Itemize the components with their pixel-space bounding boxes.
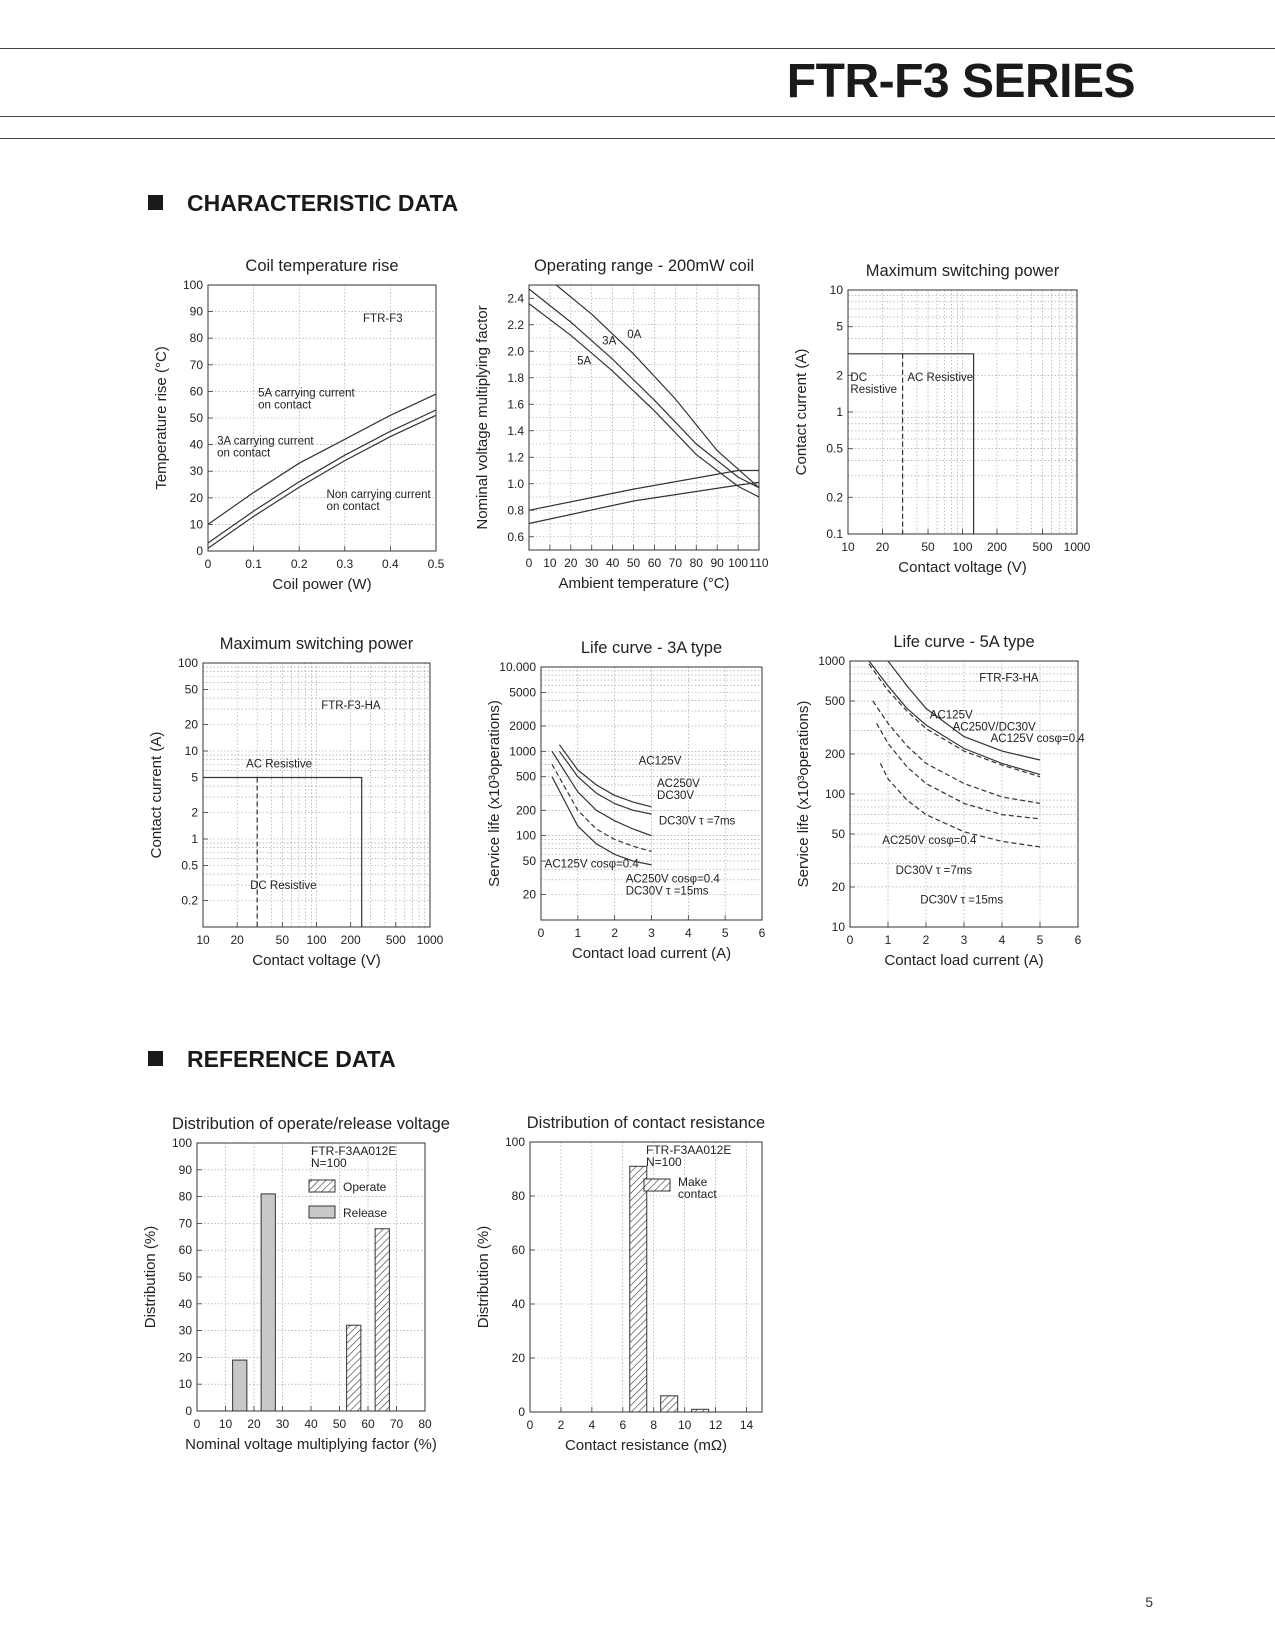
x-axis-label: Ambient temperature (°C) bbox=[558, 575, 730, 592]
x-tick-label: 50 bbox=[332, 1417, 347, 1431]
bar-make-contact bbox=[661, 1396, 678, 1412]
chart-coil-temperature-rise bbox=[138, 245, 506, 621]
y-tick-label: 100 bbox=[171, 1136, 192, 1150]
legend-title: FTR-F3AA012E bbox=[311, 1144, 397, 1158]
chart-annotation: Non carrying current bbox=[326, 488, 431, 501]
x-tick-label: 3 bbox=[960, 933, 968, 947]
chart-annotation: AC Resistive bbox=[246, 758, 312, 771]
x-tick-label: 20 bbox=[875, 540, 890, 554]
y-tick-label: 0.5 bbox=[181, 858, 198, 873]
series-line-3a-carrying-current-on-contact bbox=[208, 410, 436, 543]
section-title: REFERENCE DATA bbox=[187, 1046, 396, 1072]
chart-title: Coil temperature rise bbox=[245, 257, 399, 275]
chart-operating-range bbox=[459, 245, 829, 620]
y-tick-label: 1.0 bbox=[507, 476, 524, 491]
x-tick-label: 0 bbox=[204, 557, 212, 571]
chart-title: Maximum switching power bbox=[865, 262, 1060, 280]
y-tick-label: 500 bbox=[824, 694, 845, 709]
chart-max-switching-power-f3 bbox=[778, 250, 1147, 604]
chart-annotation: Resistive bbox=[850, 383, 898, 396]
x-tick-label: 1 bbox=[574, 926, 582, 940]
y-tick-label: 1 bbox=[191, 832, 198, 846]
chart-annotation: FTR-F3-HA bbox=[979, 672, 1039, 685]
x-tick-label: 60 bbox=[361, 1417, 375, 1431]
y-tick-label: 1 bbox=[836, 405, 843, 419]
y-tick-label: 500 bbox=[515, 769, 536, 784]
legend-swatch bbox=[309, 1206, 335, 1218]
x-tick-label: 40 bbox=[605, 556, 620, 570]
y-tick-label: 10 bbox=[178, 1377, 192, 1392]
y-tick-label: 1.2 bbox=[507, 450, 524, 465]
x-tick-label: 30 bbox=[275, 1417, 290, 1431]
y-tick-label: 50 bbox=[522, 854, 536, 869]
x-tick-label: 80 bbox=[689, 556, 703, 570]
y-tick-label: 50 bbox=[189, 411, 203, 425]
chart-annotation: AC250V cosφ=0.4 bbox=[882, 835, 977, 848]
y-tick-label: 20 bbox=[184, 717, 198, 732]
chart-annotation: on contact bbox=[258, 399, 312, 412]
legend-label: Make bbox=[678, 1175, 708, 1189]
y-tick-label: 10 bbox=[831, 920, 845, 934]
chart-annotation: DC30V bbox=[657, 789, 695, 802]
y-tick-label: 40 bbox=[178, 1296, 192, 1311]
y-tick-label: 2000 bbox=[509, 718, 536, 733]
series-title: FTR-F3 SERIES bbox=[786, 55, 1135, 108]
chart-contact-resistance-distribution bbox=[460, 1102, 832, 1482]
chart-annotation: AC Resistive bbox=[907, 371, 974, 384]
y-tick-label: 2.2 bbox=[507, 317, 524, 332]
chart-title: Maximum switching power bbox=[219, 635, 414, 653]
y-tick-label: 1.6 bbox=[507, 397, 524, 412]
bar-operate bbox=[375, 1229, 389, 1411]
chart-life-curve-3a bbox=[471, 627, 832, 990]
legend-label: contact bbox=[678, 1187, 717, 1201]
y-tick-label: 10 bbox=[184, 744, 198, 758]
x-tick-label: 20 bbox=[564, 556, 578, 570]
y-tick-label: 50 bbox=[184, 682, 198, 697]
x-axis-label: Contact voltage (V) bbox=[898, 559, 1027, 576]
chart-annotation: on contact bbox=[326, 500, 380, 513]
series-line-ac125v bbox=[559, 745, 651, 807]
y-tick-label: 10.000 bbox=[499, 660, 536, 674]
y-tick-label: 20 bbox=[189, 490, 203, 505]
chart-operate-release-distribution bbox=[127, 1103, 495, 1481]
y-tick-label: 20 bbox=[831, 879, 845, 894]
x-tick-label: 200 bbox=[986, 540, 1007, 554]
chart-annotation: AC250V bbox=[657, 777, 700, 790]
x-tick-label: 500 bbox=[1032, 540, 1053, 554]
y-tick-label: 1000 bbox=[509, 744, 536, 759]
x-tick-label: 0 bbox=[537, 926, 545, 940]
y-tick-label: 200 bbox=[824, 746, 845, 761]
x-tick-label: 1 bbox=[884, 933, 892, 947]
x-tick-label: 4 bbox=[588, 1418, 596, 1432]
y-tick-label: 20 bbox=[522, 887, 536, 902]
x-axis-label: Contact resistance (mΩ) bbox=[564, 1437, 728, 1454]
x-tick-label: 70 bbox=[389, 1417, 404, 1431]
x-tick-label: 50 bbox=[921, 540, 935, 554]
y-tick-label: 40 bbox=[511, 1297, 525, 1311]
x-tick-label: 90 bbox=[710, 556, 724, 570]
chart-annotation: AC125V cosφ=0.4 bbox=[544, 858, 639, 871]
chart-title: Life curve - 5A type bbox=[893, 633, 1035, 651]
y-tick-label: 0.6 bbox=[507, 529, 524, 544]
x-tick-label: 10 bbox=[543, 556, 557, 570]
x-tick-label: 14 bbox=[739, 1418, 754, 1432]
x-tick-label: 0 bbox=[193, 1417, 201, 1431]
y-tick-label: 5 bbox=[191, 770, 198, 785]
y-tick-label: 100 bbox=[515, 828, 536, 843]
x-axis-label: Contact load current (A) bbox=[884, 952, 1044, 969]
x-tick-label: 2 bbox=[922, 933, 930, 947]
x-tick-label: 2 bbox=[557, 1418, 565, 1432]
chart-annotation: DC30V τ =7ms bbox=[895, 865, 973, 878]
y-axis-label: Service life (x10³operations) bbox=[795, 700, 812, 888]
y-tick-label: 20 bbox=[178, 1350, 192, 1365]
section-reference-data bbox=[148, 1046, 396, 1073]
x-tick-label: 100 bbox=[952, 540, 973, 554]
y-tick-label: 1.8 bbox=[507, 370, 524, 385]
y-tick-label: 0 bbox=[185, 1404, 192, 1418]
plot-frame bbox=[529, 285, 759, 550]
chart-annotation: DC30V τ =15ms bbox=[920, 894, 1004, 907]
chart-title: Distribution of operate/release voltage bbox=[172, 1115, 450, 1133]
x-tick-label: 0.4 bbox=[382, 557, 399, 571]
chart-annotation: DC Resistive bbox=[250, 880, 317, 893]
y-tick-label: 100 bbox=[824, 787, 845, 801]
x-tick-label: 100 bbox=[306, 933, 327, 947]
x-tick-label: 10 bbox=[677, 1418, 692, 1432]
legend-label: Operate bbox=[343, 1180, 387, 1194]
chart-annotation: DC bbox=[850, 371, 868, 384]
chart-annotation: 3A carrying current bbox=[217, 435, 314, 448]
chart-annotation: AC125V bbox=[638, 755, 682, 768]
x-tick-label: 5 bbox=[721, 926, 729, 940]
y-tick-label: 90 bbox=[178, 1162, 192, 1177]
x-tick-label: 4 bbox=[998, 933, 1006, 947]
y-tick-label: 80 bbox=[511, 1189, 525, 1203]
y-tick-label: 60 bbox=[178, 1243, 192, 1258]
series-line-dc30v-7ms bbox=[552, 751, 652, 835]
chart-annotation: FTR-F3 bbox=[363, 313, 403, 326]
y-tick-label: 80 bbox=[189, 331, 203, 346]
chart-title: Life curve - 3A type bbox=[580, 639, 723, 657]
y-tick-label: 70 bbox=[189, 357, 203, 372]
y-tick-label: 5 bbox=[836, 319, 843, 334]
x-tick-label: 1000 bbox=[416, 933, 444, 947]
y-axis-label: Distribution (%) bbox=[142, 1225, 159, 1329]
y-tick-label: 60 bbox=[189, 384, 203, 399]
chart-annotation: 5A bbox=[577, 355, 592, 368]
chart-annotation: 3A bbox=[602, 335, 617, 348]
header-rule-bottom bbox=[0, 116, 1275, 117]
y-tick-label: 10 bbox=[189, 517, 203, 532]
x-tick-label: 80 bbox=[418, 1417, 432, 1431]
series-line-5a bbox=[529, 304, 759, 497]
x-tick-label: 50 bbox=[275, 933, 290, 947]
y-axis-label: Service life (x10³operations) bbox=[486, 700, 503, 887]
x-tick-label: 70 bbox=[668, 556, 683, 570]
section-characteristic-data bbox=[148, 190, 458, 217]
section-title: CHARACTERISTIC DATA bbox=[187, 190, 459, 216]
x-axis-label: Contact voltage (V) bbox=[252, 952, 381, 969]
x-tick-label: 200 bbox=[340, 933, 361, 947]
y-tick-label: 100 bbox=[177, 656, 198, 670]
x-tick-label: 6 bbox=[1074, 933, 1082, 947]
chart-annotation: AC125V bbox=[929, 709, 973, 722]
y-tick-label: 30 bbox=[189, 464, 203, 479]
y-tick-label: 1.4 bbox=[507, 423, 524, 438]
y-tick-label: 40 bbox=[189, 437, 203, 452]
y-axis-label: Temperature rise (°C) bbox=[153, 346, 170, 490]
series-line-3a bbox=[529, 289, 759, 488]
x-tick-label: 6 bbox=[758, 926, 766, 940]
y-tick-label: 0 bbox=[518, 1405, 525, 1419]
header-rule-lower bbox=[0, 138, 1275, 139]
y-axis-label: Contact current (A) bbox=[148, 731, 165, 859]
y-axis-label: Contact current (A) bbox=[793, 348, 810, 476]
chart-title: Operating range - 200mW coil bbox=[533, 257, 755, 275]
y-tick-label: 50 bbox=[831, 827, 845, 842]
x-tick-label: 4 bbox=[684, 926, 692, 940]
legend-swatch bbox=[309, 1180, 335, 1192]
series-line-ac125v-cos-0-4 bbox=[552, 764, 652, 851]
x-tick-label: 0 bbox=[846, 933, 854, 947]
y-axis-label: Nominal voltage multiplying factor bbox=[474, 305, 491, 530]
y-tick-label: 90 bbox=[189, 304, 203, 319]
legend-title: FTR-F3AA012E bbox=[646, 1143, 732, 1157]
x-tick-label: 3 bbox=[648, 926, 655, 940]
y-tick-label: 10 bbox=[829, 283, 843, 297]
x-tick-label: 6 bbox=[619, 1418, 627, 1432]
y-tick-label: 0 bbox=[196, 544, 203, 558]
y-tick-label: 200 bbox=[515, 803, 536, 818]
y-tick-label: 60 bbox=[511, 1243, 525, 1257]
x-tick-label: 10 bbox=[841, 540, 855, 554]
bar-make-contact bbox=[630, 1166, 647, 1412]
chart-annotation: 5A carrying current bbox=[258, 387, 355, 400]
y-tick-label: 30 bbox=[178, 1323, 192, 1338]
x-tick-label: 0 bbox=[526, 1418, 534, 1432]
bar-operate bbox=[347, 1325, 361, 1411]
y-tick-label: 0.1 bbox=[826, 527, 843, 541]
bar-release bbox=[233, 1360, 247, 1411]
y-tick-label: 0.5 bbox=[826, 441, 843, 456]
y-tick-label: 100 bbox=[504, 1135, 525, 1149]
x-tick-label: 0.5 bbox=[427, 557, 445, 571]
y-tick-label: 100 bbox=[182, 278, 203, 292]
y-tick-label: 0.2 bbox=[826, 490, 843, 505]
x-tick-label: 50 bbox=[626, 556, 641, 570]
legend-swatch bbox=[644, 1179, 670, 1191]
x-tick-label: 0.2 bbox=[290, 557, 308, 571]
x-tick-label: 40 bbox=[304, 1417, 318, 1431]
x-tick-label: 1000 bbox=[1063, 540, 1091, 554]
chart-annotation: FTR-F3-HA bbox=[321, 700, 381, 713]
y-tick-label: 2.0 bbox=[507, 344, 524, 359]
chart-annotation: AC125V cosφ=0.4 bbox=[990, 733, 1085, 746]
x-tick-label: 8 bbox=[650, 1418, 658, 1432]
y-tick-label: 80 bbox=[178, 1189, 192, 1204]
x-tick-label: 30 bbox=[585, 556, 599, 570]
y-tick-label: 20 bbox=[511, 1351, 525, 1365]
x-tick-label: 12 bbox=[708, 1418, 723, 1432]
chart-life-curve-5a bbox=[780, 621, 1148, 997]
x-axis-label: Contact load current (A) bbox=[571, 945, 732, 962]
chart-max-switching-power-ha bbox=[133, 623, 500, 997]
series-line-ac250v-cos-0-4-dc30v-15ms bbox=[552, 777, 652, 865]
x-axis-label: Nominal voltage multiplying factor (%) bbox=[185, 1436, 437, 1453]
chart-annotation: DC30V τ =15ms bbox=[625, 885, 709, 898]
y-tick-label: 0.8 bbox=[507, 503, 524, 518]
chart-annotation: 0A bbox=[627, 329, 642, 341]
legend-title: N=100 bbox=[311, 1156, 347, 1170]
y-tick-label: 2 bbox=[191, 805, 198, 820]
y-axis-label: Distribution (%) bbox=[475, 1225, 492, 1329]
chart-title: Distribution of contact resistance bbox=[526, 1114, 766, 1132]
x-tick-label: 20 bbox=[230, 933, 244, 947]
y-tick-label: 1000 bbox=[818, 654, 845, 668]
legend-title: N=100 bbox=[646, 1155, 682, 1169]
page-number: 5 bbox=[1145, 1594, 1153, 1610]
y-tick-label: 2 bbox=[836, 368, 843, 383]
y-tick-label: 5000 bbox=[509, 685, 536, 700]
header-rule-top bbox=[0, 48, 1275, 49]
y-tick-label: 0.2 bbox=[181, 893, 198, 908]
x-tick-label: 10 bbox=[218, 1417, 233, 1431]
x-tick-label: 20 bbox=[247, 1417, 261, 1431]
bullet-square-icon bbox=[148, 195, 163, 210]
bar-release bbox=[261, 1194, 275, 1411]
y-tick-label: 70 bbox=[178, 1216, 192, 1231]
x-tick-label: 500 bbox=[385, 933, 406, 947]
x-tick-label: 2 bbox=[611, 926, 619, 940]
x-axis-label: Coil power (W) bbox=[272, 576, 372, 593]
x-tick-label: 10 bbox=[196, 933, 210, 947]
x-tick-label: 100 bbox=[728, 556, 749, 570]
legend-label: Release bbox=[343, 1206, 388, 1220]
x-tick-label: 0.1 bbox=[245, 557, 262, 571]
x-tick-label: 5 bbox=[1036, 933, 1044, 947]
bar-make-contact bbox=[692, 1409, 709, 1412]
chart-annotation: AC250V cosφ=0.4 bbox=[625, 873, 720, 886]
x-tick-label: 0 bbox=[525, 556, 533, 570]
bullet-square-icon bbox=[148, 1051, 163, 1066]
y-tick-label: 50 bbox=[178, 1270, 192, 1284]
chart-annotation: DC30V τ =7ms bbox=[658, 815, 736, 828]
x-tick-label: 0.3 bbox=[336, 557, 354, 571]
chart-annotation: on contact bbox=[217, 447, 271, 460]
y-tick-label: 2.4 bbox=[507, 291, 524, 306]
x-tick-label: 60 bbox=[647, 556, 662, 570]
x-tick-label: 110 bbox=[749, 556, 769, 570]
chart-annotation: AC250V/DC30V bbox=[952, 721, 1036, 734]
